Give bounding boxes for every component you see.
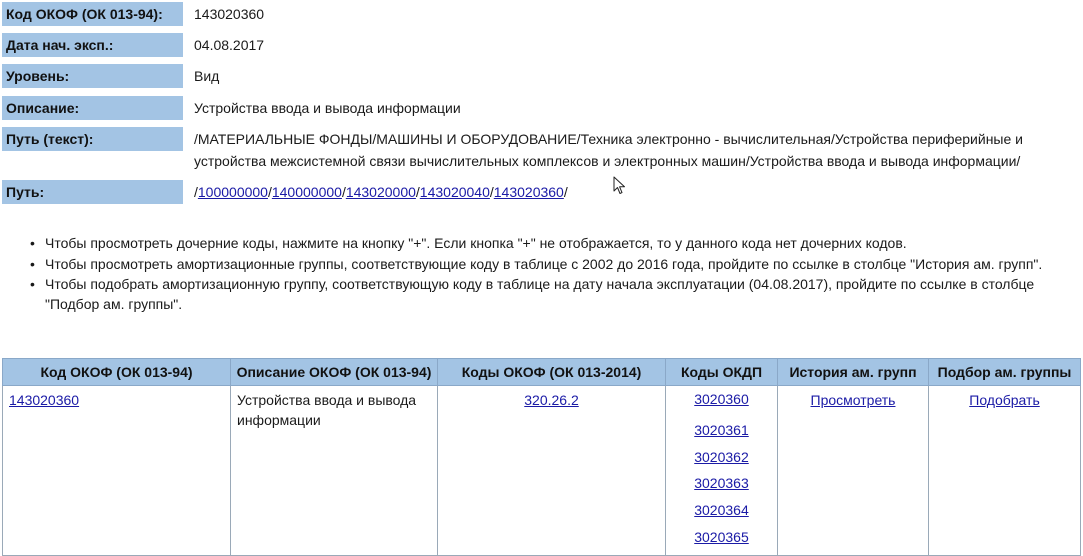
description-value: Устройства ввода и вывода информации xyxy=(194,100,461,116)
note-item xyxy=(30,275,1060,314)
cell-okof-code xyxy=(3,386,231,556)
okdp-list xyxy=(672,390,771,551)
cell-select-group xyxy=(929,386,1081,556)
note-text: Чтобы просмотреть дочерние коды, нажмите на кнопку "+". Если кнопка "+" не отображается, то у данного кода нет дочерних кодов. xyxy=(45,235,907,251)
bullet: • xyxy=(30,255,35,272)
bullet: • xyxy=(30,276,35,292)
note-text: Чтобы подобрать амортизационную группу, соответствующую коду в таблице на дату начала эксплуатации (04.08.2017), пройдите по ссылке в столбце "Подбор ам. группы". xyxy=(45,276,1035,312)
cell-okdp-codes xyxy=(666,386,778,556)
note-text: Чтобы просмотреть амортизационные группы, соответствующие коду в таблице с 2002 до 2016 года, пройдите по ссылке в столбце "История ам. групп". xyxy=(45,255,1043,272)
select-group-link[interactable]: Подобрать xyxy=(969,392,1040,408)
path-link-100000000[interactable]: 100000000 xyxy=(197,184,268,200)
header-okof-code: Код ОКОФ (ОК 013-94) xyxy=(3,359,231,386)
path-text-value xyxy=(194,128,1023,172)
okdp-link-3020361[interactable]: 3020361 xyxy=(694,421,749,438)
level-value: Вид xyxy=(194,68,220,84)
code-value: 143020360 xyxy=(194,6,265,22)
header-select-group: Подбор ам. группы xyxy=(929,359,1081,386)
okdp-link-3020362[interactable]: 3020362 xyxy=(694,448,749,465)
path-separator: / xyxy=(489,184,494,200)
okof-2014-link[interactable]: 320.26.2 xyxy=(524,392,579,408)
date-value: 04.08.2017 xyxy=(194,37,265,53)
table-row xyxy=(3,386,1081,556)
path-label: Путь: xyxy=(2,180,183,204)
list-item xyxy=(672,390,771,417)
path-prefix: / xyxy=(194,184,198,200)
cell-history xyxy=(778,386,929,556)
help-notes xyxy=(30,234,1060,315)
description-label: Описание: xyxy=(2,96,183,120)
okdp-link-3020360[interactable]: 3020360 xyxy=(694,391,749,407)
okdp-link-3020365[interactable]: 3020365 xyxy=(694,528,749,545)
table-header-row xyxy=(3,359,1081,386)
path-separator: / xyxy=(267,184,272,200)
path-link-143020040[interactable]: 143020040 xyxy=(419,184,490,200)
note-item xyxy=(30,234,1060,254)
level-label: Уровень: xyxy=(2,64,183,88)
okdp-link-3020364[interactable]: 3020364 xyxy=(694,502,749,519)
header-okof-2014-codes: Коды ОКОФ (ОК 013-2014) xyxy=(438,359,666,386)
path-text-line-2: устройства межсистемной связи вычислительных комплексов и электронных машин/Устройства ввода и вывода информации/ xyxy=(194,153,1021,169)
history-view-link[interactable]: Просмотреть xyxy=(810,392,896,408)
path-text-label: Путь (текст): xyxy=(2,127,183,151)
header-history: История ам. групп xyxy=(778,359,929,386)
path-separator: / xyxy=(563,184,568,200)
path-link-143020000[interactable]: 143020000 xyxy=(345,184,416,200)
okdp-link-3020363[interactable]: 3020363 xyxy=(694,475,749,492)
path-breadcrumb xyxy=(194,181,568,203)
path-text-line-1: /МАТЕРИАЛЬНЫЕ ФОНДЫ/МАШИНЫ И ОБОРУДОВАНИЕ/Техника электронно - вычислительная/Устройства периферийные и xyxy=(194,131,1023,147)
list-item xyxy=(672,444,771,471)
list-item xyxy=(672,417,771,444)
mouse-cursor-icon xyxy=(613,176,627,196)
list-item xyxy=(672,497,771,524)
path-separator: / xyxy=(341,184,346,200)
bullet: • xyxy=(30,235,35,251)
path-link-140000000[interactable]: 140000000 xyxy=(271,184,342,200)
path-link-143020360[interactable]: 143020360 xyxy=(493,184,564,200)
okof-table xyxy=(2,358,1081,556)
date-label: Дата нач. эксп.: xyxy=(2,33,183,57)
list-item xyxy=(672,470,771,497)
header-okdp-codes: Коды ОКДП xyxy=(666,359,778,386)
okof-code-link[interactable]: 143020360 xyxy=(9,392,80,408)
path-separator: / xyxy=(415,184,420,200)
cell-description: Устройства ввода и вывода информации xyxy=(231,386,438,556)
code-label: Код ОКОФ (ОК 013-94): xyxy=(2,2,183,26)
cell-okof-2014 xyxy=(438,386,666,556)
list-item xyxy=(672,524,771,551)
header-okof-description: Описание ОКОФ (ОК 013-94) xyxy=(231,359,438,386)
note-item xyxy=(30,255,1060,275)
